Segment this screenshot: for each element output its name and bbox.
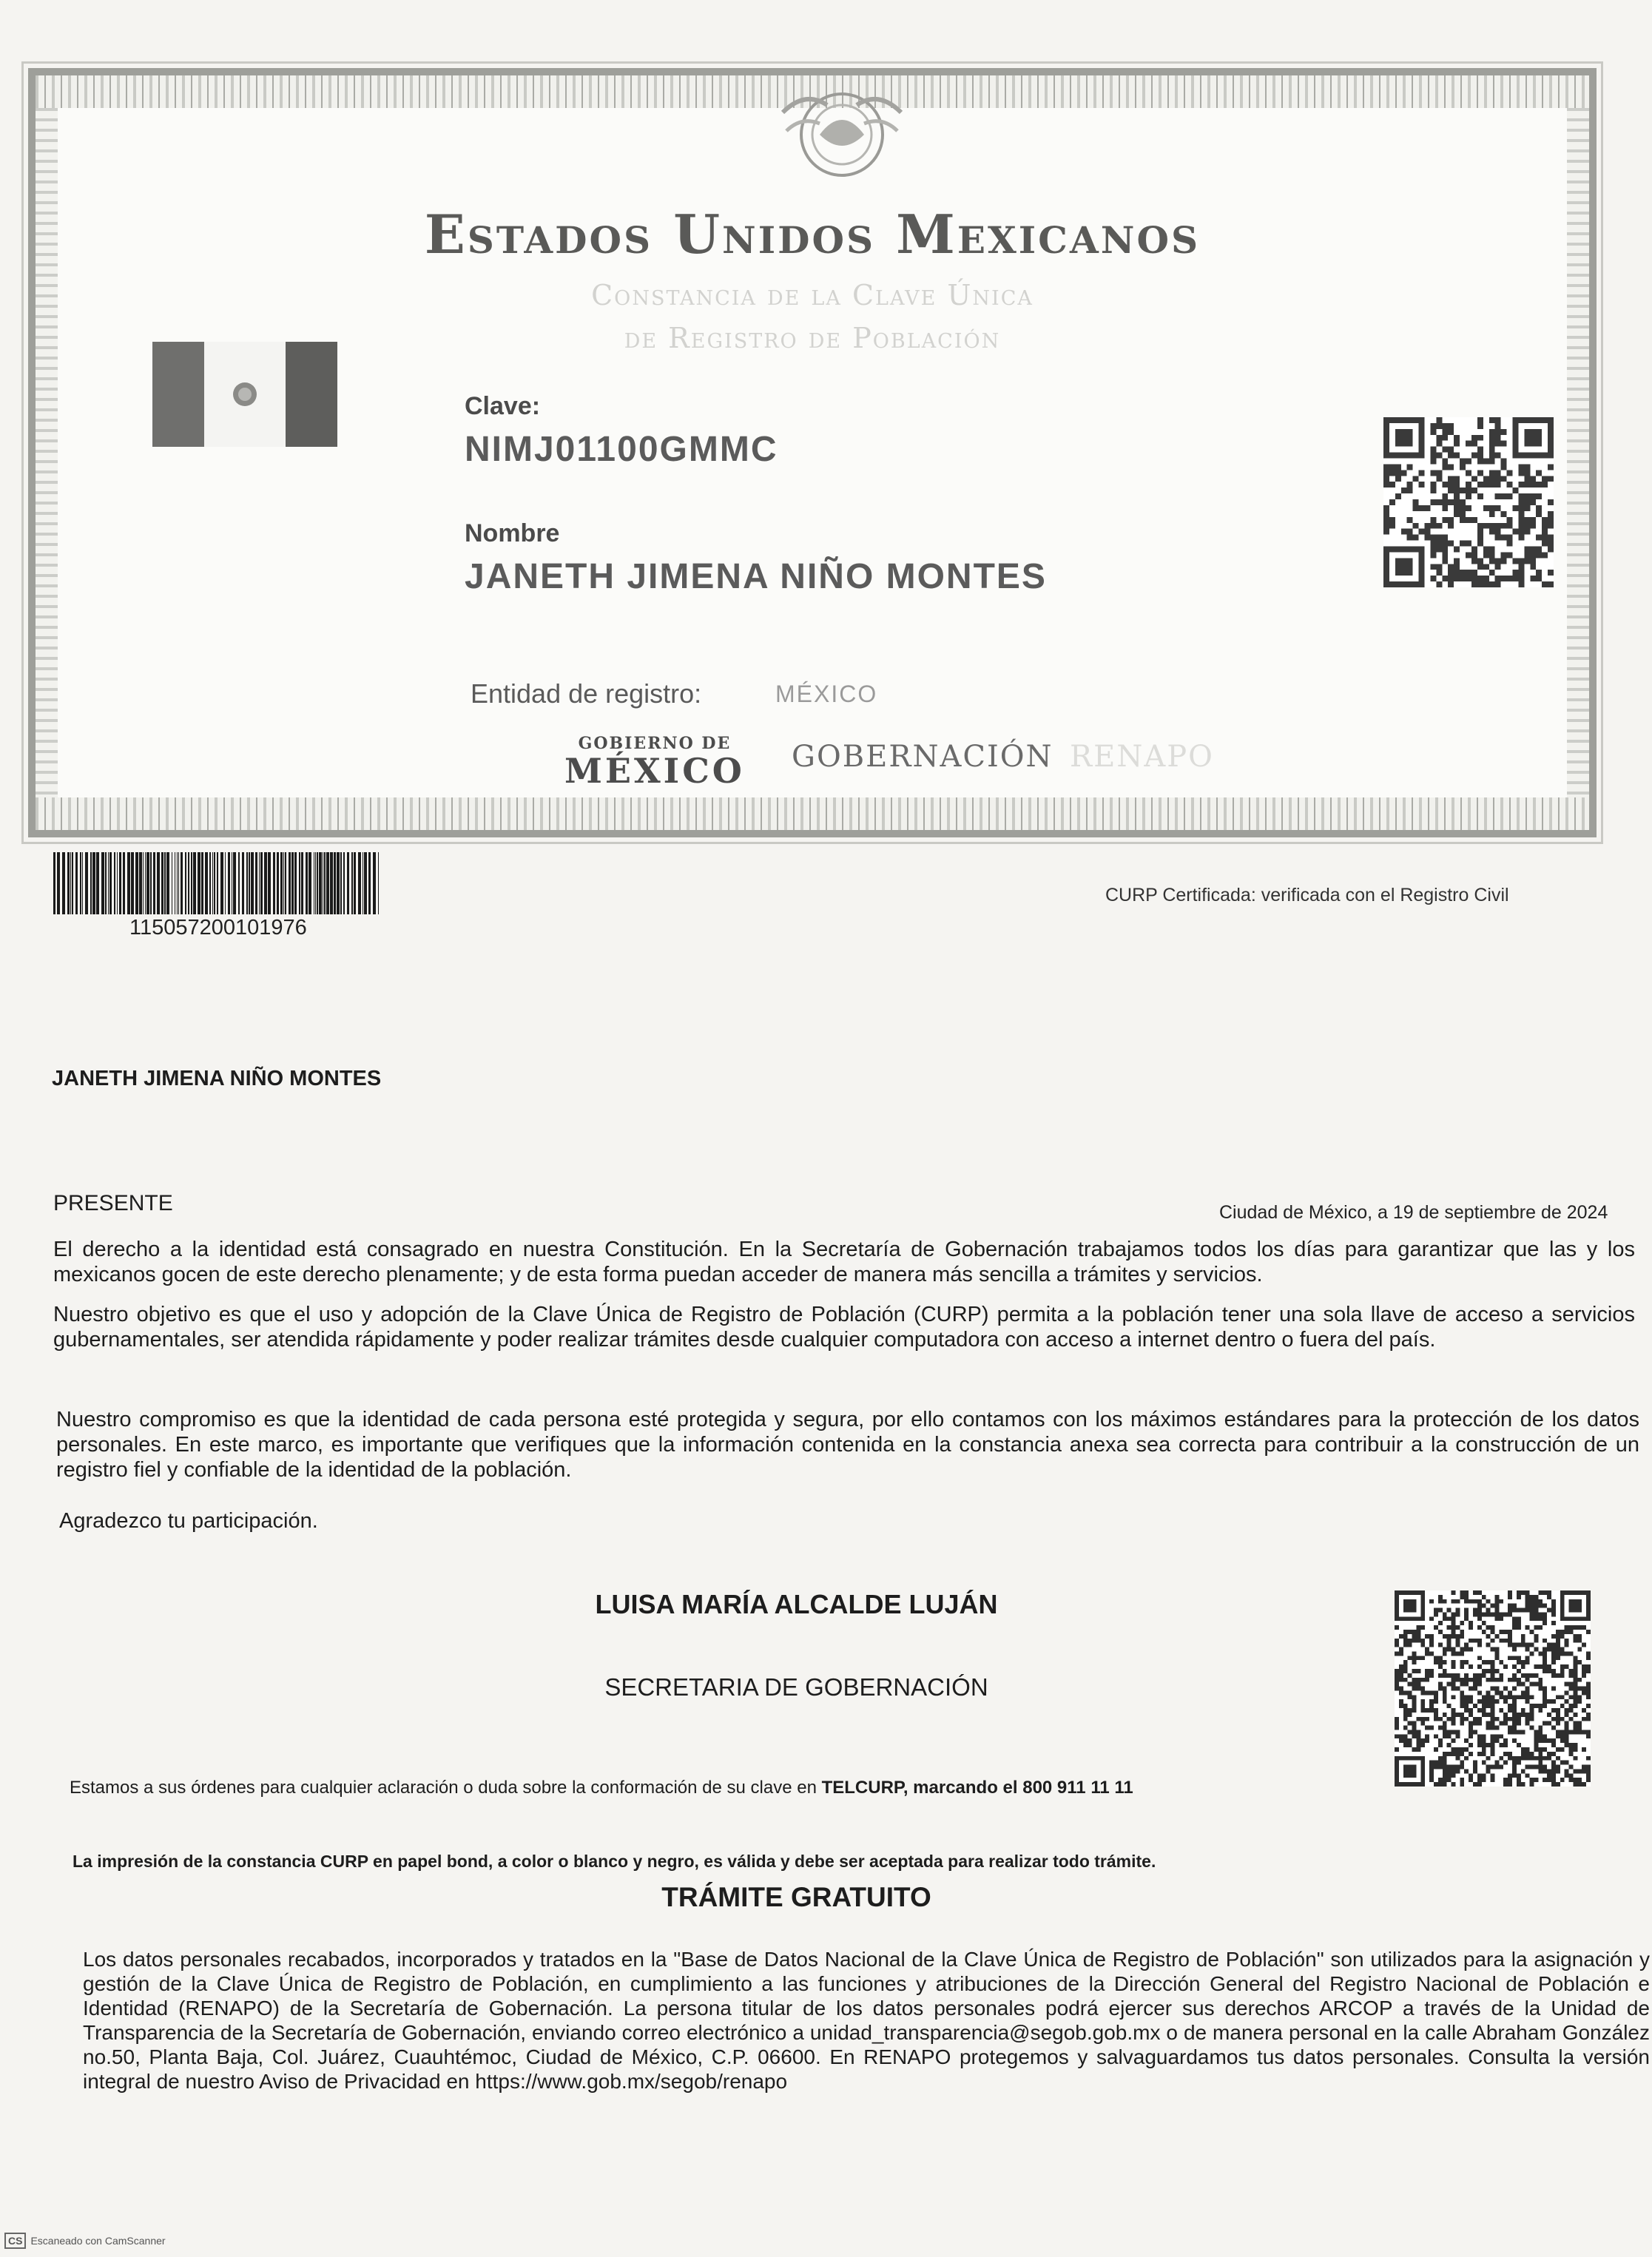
nombre-label: Nombre: [465, 519, 560, 547]
signer-title: SECRETARIA DE GOBERNACIÓN: [604, 1673, 988, 1701]
barcode-icon: [53, 852, 379, 914]
curp-certificate-card: [28, 68, 1597, 837]
clave-value: NIMJ01100GMMC: [465, 430, 778, 469]
privacy-notice: Los datos personales recabados, incorporados y tratados en la "Base de Datos Nacional de la Clave Única de Registro de Población" son utilizados para la asignación y gestión de la Clave Única de Registro de Población, en cumplimiento a las funciones y atribuciones de la Dirección General del Registro Nacional de Población e Identidad (RENAPO) de la Secretaría de Gobernación. La persona titular de los datos personales podrá ejercer sus derechos ARCOP a través de la Unidad de Transparencia de la Secretaría de Gobernación, enviando correo electrónico a unidad_transparencia@segob.gob.mx o de manera personal en la calle Abraham González no.50, Planta Baja, Col. Juárez, Cuauhtémoc, Ciudad de México, C.P. 06600. En RENAPO protegemos y salvaguardamos tus datos personales. Consulta la versión integral de nuestro Aviso de Privacidad en https://www.gob.mx/segob/renapo: [83, 1948, 1650, 2093]
paragraph-commitment: Nuestro compromiso es que la identidad de cada persona esté protegida y segura, por ello contamos con los máximos estándares para la protección de los datos personales. En este marco, es importante que verifiques que la información contenida en la constancia anexa sea correcta para contribuir a la construcción de un registro fiel y confiable de la identidad de la población.: [56, 1408, 1639, 1482]
national-seal-icon: [768, 83, 916, 194]
logo-gob-line1: GOBIERNO DE: [578, 734, 732, 753]
clave-label: Clave:: [465, 392, 541, 420]
card-subtitle-line2: de Registro de Población: [624, 322, 1001, 354]
renapo-logo: RENAPO: [1070, 740, 1214, 774]
folio-number: 115057200101976: [129, 916, 307, 939]
contact-phone: TELCURP, marcando el 800 911 11 11: [821, 1778, 1133, 1798]
letter-qr-code-icon: [1395, 1590, 1591, 1787]
camscanner-footer: [4, 2233, 166, 2249]
thanks-line: Agradezco tu participación.: [59, 1509, 318, 1533]
curp-certified-note: CURP Certificada: verificada con el Registro Civil: [1105, 885, 1509, 905]
logo-gob-line2: MÉXICO: [564, 751, 745, 791]
tramite-gratuito-heading: TRÁMITE GRATUITO: [661, 1882, 931, 1912]
mexican-flag-icon: [152, 342, 337, 447]
contact-text: Estamos a sus órdenes para cualquier aclaración o duda sobre la conformación de su clave en: [70, 1778, 822, 1798]
gobierno-de-mexico-logo: [564, 734, 745, 789]
entidad-label: Entidad de registro:: [471, 678, 702, 709]
card-qr-code-icon: [1383, 417, 1554, 587]
card-subtitle-line1: Constancia de la Clave Única: [591, 279, 1034, 311]
camscanner-badge: CS: [4, 2233, 26, 2249]
entidad-value: MÉXICO: [775, 681, 878, 707]
gobernacion-logo: GOBERNACIÓN: [792, 740, 1053, 774]
contact-line: [70, 1778, 1133, 1798]
signer-name: LUISA MARÍA ALCALDE LUJÁN: [595, 1589, 998, 1619]
card-title: Estados Unidos Mexicanos: [424, 203, 1201, 266]
recipient-name: JANETH JIMENA NIÑO MONTES: [52, 1067, 382, 1090]
nombre-value: JANETH JIMENA NIÑO MONTES: [465, 557, 1047, 596]
presente-label: PRESENTE: [53, 1191, 173, 1215]
validity-notice: La impresión de la constancia CURP en papel bond, a color o blanco y negro, es válida y debe ser aceptada para realizar todo trámite.: [73, 1852, 1156, 1871]
camscanner-text: Escaneado con CamScanner: [30, 2235, 166, 2247]
ornamental-border-bottom: [36, 797, 1589, 830]
letter-date: Ciudad de México, a 19 de septiembre de 2024: [1219, 1202, 1608, 1223]
paragraph-objective: Nuestro objetivo es que el uso y adopción de la Clave Única de Registro de Población (CURP) permita a la población tener una sola llave de acceso a servicios gubernamentales, ser atendida rápidamente y poder realizar trámites desde cualquier computadora con acceso a internet dentro o fuera del país.: [53, 1303, 1635, 1352]
paragraph-identity-right: El derecho a la identidad está consagrado en nuestra Constitución. En la Secretaría de Gobernación trabajamos todos los días para garantizar que las y los mexicanos gocen de este derecho plenamente; y de esta forma puedan acceder de manera más sencilla a trámites y servicios.: [53, 1238, 1635, 1286]
